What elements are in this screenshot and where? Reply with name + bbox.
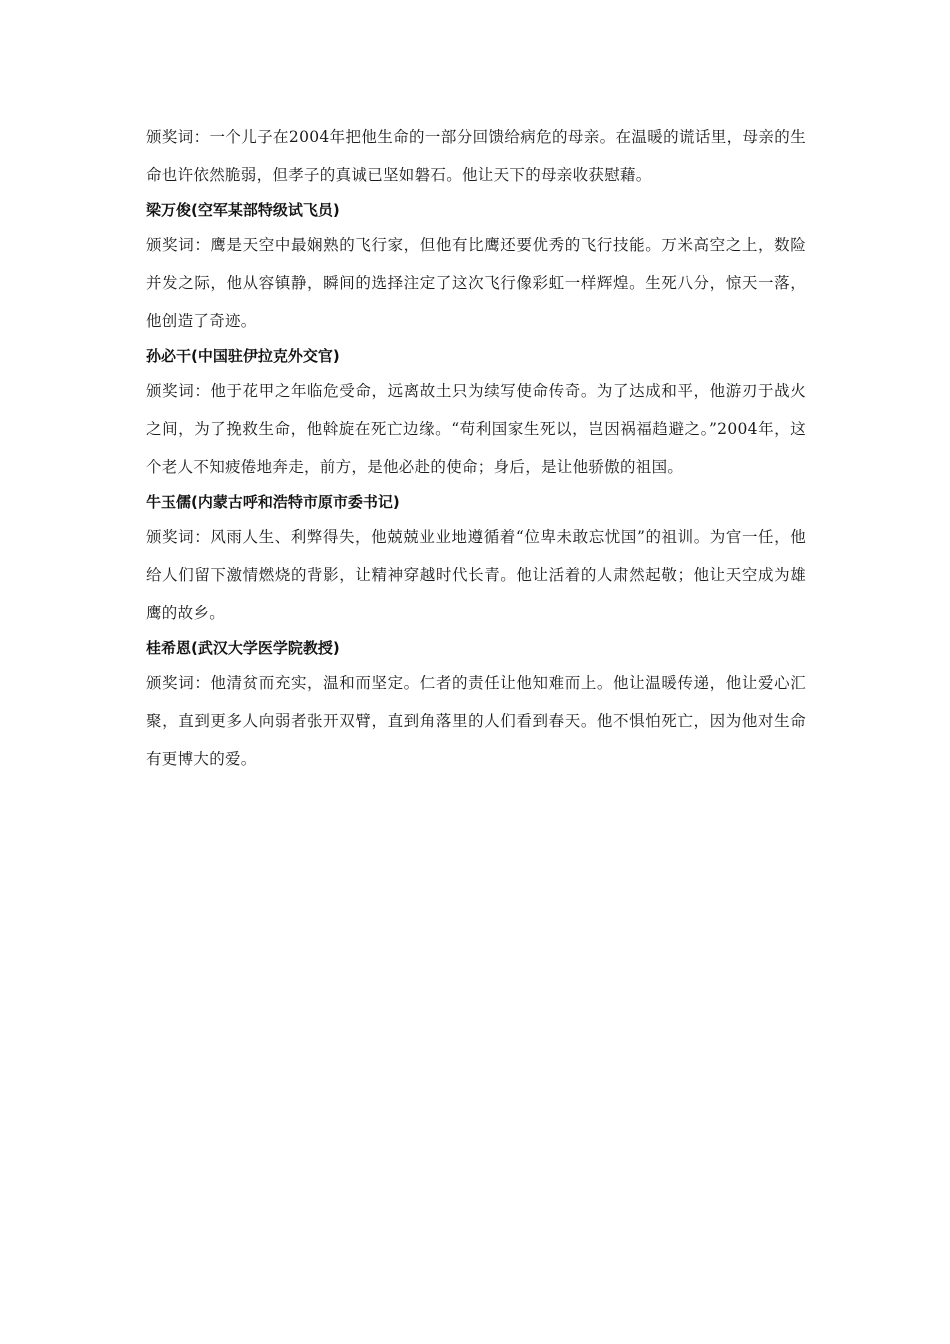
award-citation-4: 颁奖词：风雨人生、利弊得失，他兢兢业业地遵循着“位卑未敢忘忧国”的祖训。为官一任，他给人们留下激情燃烧的背影，让精神穿越时代长青。他让活着的人肃然起敬；他让天空成为雄鹰的故乡。 [146,528,806,622]
award-citation-3: 颁奖词：他于花甲之年临危受命，远离故土只为续写使命传奇。为了达成和平，他游刃于战火之间，为了挽救生命，他斡旋在死亡边缘。“苟利国家生死以，岂因祸福趋避之。”2004年，这个老人不知疲倦地奔走，前方，是他必赴的使命；身后，是让他骄傲的祖国。 [146,382,806,476]
awardee-heading-3: 孙必干(中国驻伊拉克外交官) [146,347,340,365]
awardee-heading-5: 桂希恩(武汉大学医学院教授) [146,639,340,657]
award-citation-1: 颁奖词：一个儿子在2004年把他生命的一部分回馈给病危的母亲。在温暖的谎话里，母亲的生命也许依然脆弱，但孝子的真诚已坚如磐石。他让天下的母亲收获慰藉。 [146,128,806,184]
awardee-heading-2: 梁万俊(空军某部特级试飞员) [146,201,340,219]
award-citation-5: 颁奖词：他清贫而充实，温和而坚定。仁者的责任让他知难而上。他让温暖传递，他让爱心汇聚，直到更多人向弱者张开双臂，直到角落里的人们看到春天。他不惧怕死亡，因为他对生命有更博大的爱。 [146,674,806,768]
document-body [146,118,806,778]
award-citation-2: 颁奖词：鹰是天空中最娴熟的飞行家，但他有比鹰还要优秀的飞行技能。万米高空之上，数险并发之际，他从容镇静，瞬间的选择注定了这次飞行像彩虹一样辉煌。生死八分，惊天一落，他创造了奇迹。 [146,236,806,330]
awardee-heading-4: 牛玉儒(内蒙古呼和浩特市原市委书记) [146,493,400,511]
